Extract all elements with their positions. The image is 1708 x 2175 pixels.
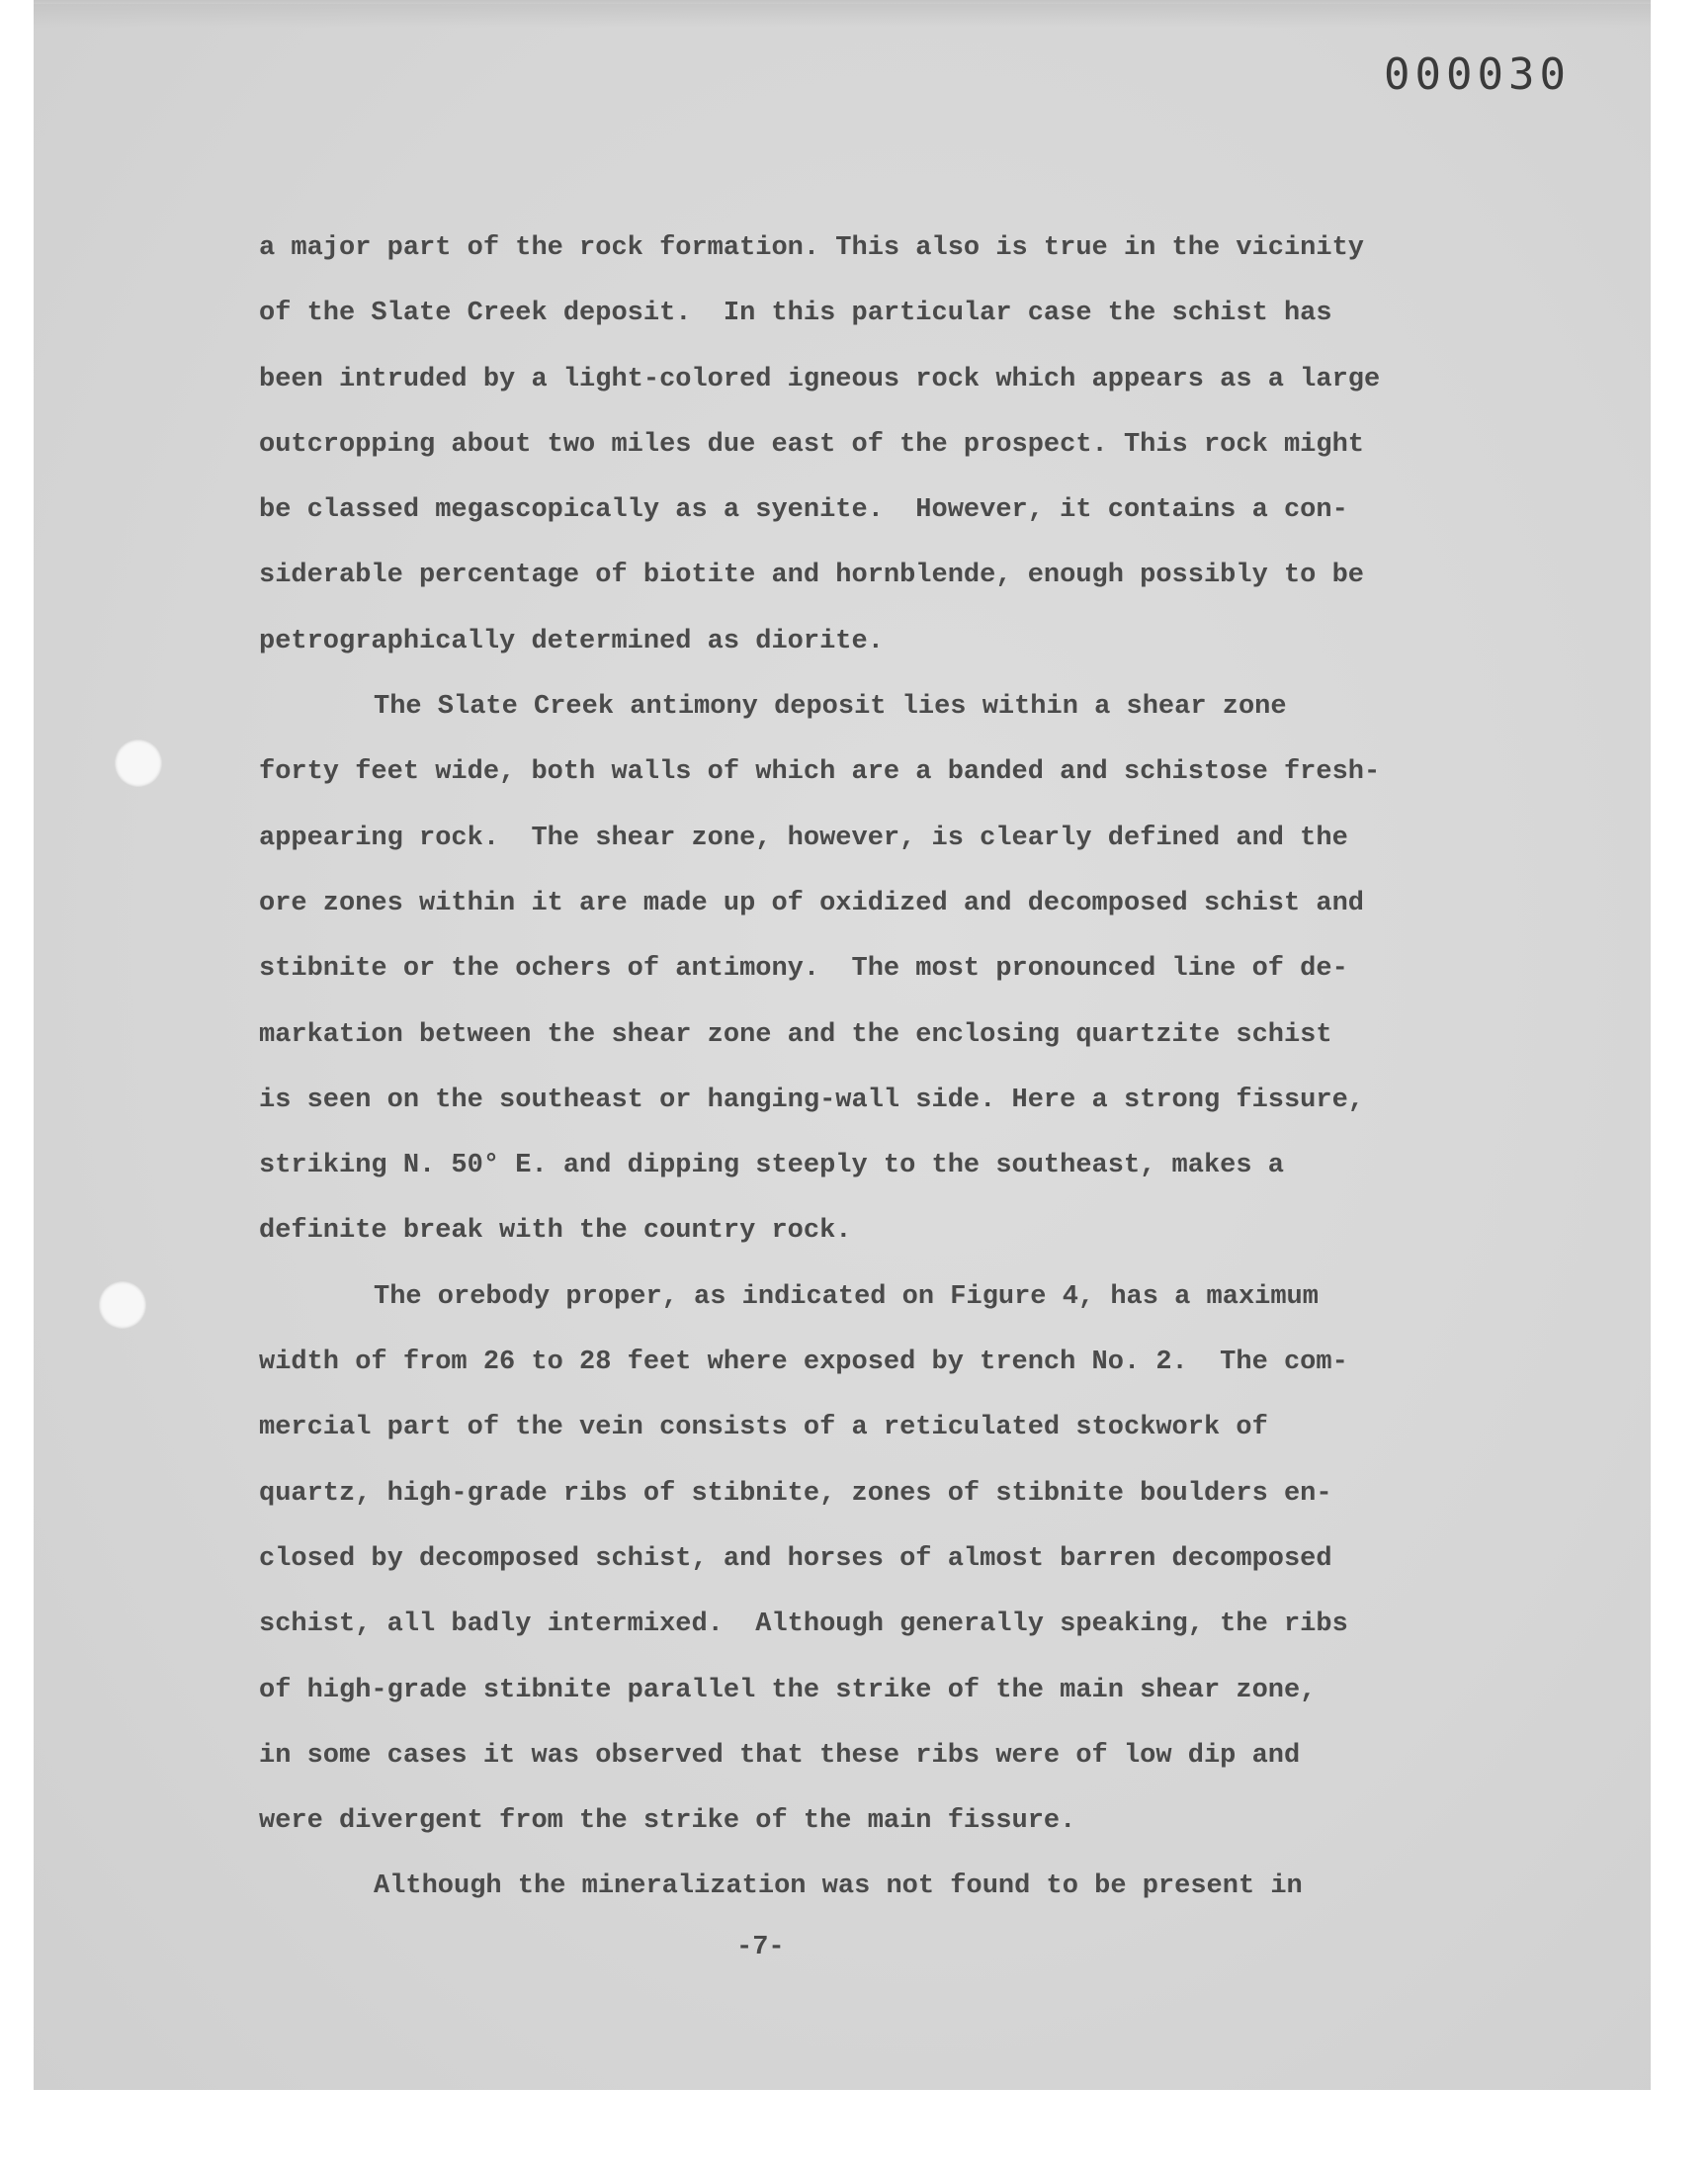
text-line: The orebody proper, as indicated on Figure 4, has a maximum — [374, 1281, 1319, 1312]
text-line: of high-grade stibnite parallel the strike of the main shear zone, — [259, 1675, 1317, 1705]
body-text — [259, 216, 1425, 1920]
text-line: The Slate Creek antimony deposit lies within a shear zone — [374, 692, 1287, 723]
text-line: markation between the shear zone and the enclosing quartzite schist — [259, 1019, 1332, 1050]
text-line: ore zones within it are made up of oxidized and decomposed schist and — [259, 888, 1364, 918]
text-line: were divergent from the strike of the main fissure. — [259, 1806, 1076, 1837]
text-line: quartz, high-grade ribs of stibnite, zones of stibnite boulders en- — [259, 1478, 1332, 1509]
text-line: stibnite or the ochers of antimony. The most pronounced line of de- — [259, 954, 1348, 985]
text-line: striking N. 50° E. and dipping steeply to the southeast, makes a — [259, 1151, 1284, 1181]
text-line: a major part of the rock formation. This also is true in the vicinity — [259, 233, 1364, 263]
text-line: is seen on the southeast or hanging-wall side. Here a strong fissure, — [259, 1085, 1364, 1115]
document-number: 000030 — [1384, 49, 1571, 100]
text-line: of the Slate Creek deposit. In this particular case the schist has — [259, 299, 1332, 329]
text-line: been intruded by a light-colored igneous rock which appears as a large — [259, 364, 1381, 394]
text-line: in some cases it was observed that these ribs were of low dip and — [259, 1740, 1301, 1771]
text-line: forty feet wide, both walls of which are a banded and schistose fresh- — [259, 757, 1381, 788]
text-line: mercial part of the vein consists of a reticulated stockwork of — [259, 1413, 1268, 1443]
text-line: outcropping about two miles due east of the prospect. This rock might — [259, 429, 1364, 460]
text-line: definite break with the country rock. — [259, 1216, 852, 1247]
text-line: closed by decomposed schist, and horses of almost barren decomposed — [259, 1543, 1332, 1574]
text-line: Although the mineralization was not found to be present in — [374, 1871, 1303, 1902]
page-top-shadow — [34, 0, 1651, 28]
page-number: -7- — [736, 1933, 785, 1962]
punch-hole-lower — [99, 1281, 146, 1329]
text-line: petrographically determined as diorite. — [259, 626, 884, 656]
punch-hole-upper — [115, 740, 162, 787]
text-line: siderable percentage of biotite and hornblende, enough possibly to be — [259, 561, 1364, 591]
text-line: width of from 26 to 28 feet where exposed by trench No. 2. The com- — [259, 1348, 1348, 1378]
text-line: be classed megascopically as a syenite. However, it contains a con- — [259, 495, 1348, 526]
text-line: schist, all badly intermixed. Although generally speaking, the ribs — [259, 1610, 1348, 1640]
text-line: appearing rock. The shear zone, however, is clearly defined and the — [259, 823, 1348, 853]
